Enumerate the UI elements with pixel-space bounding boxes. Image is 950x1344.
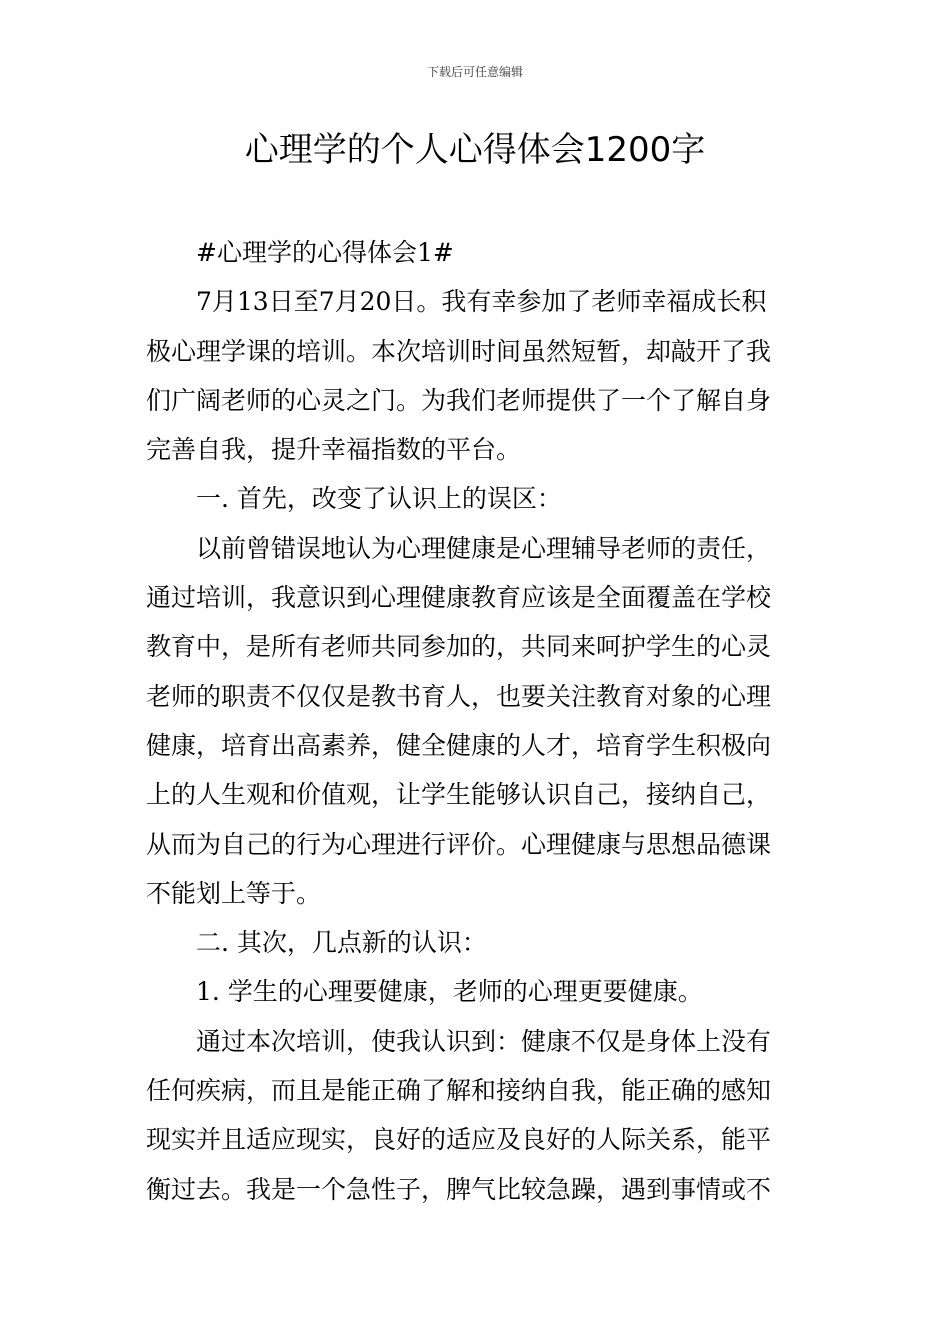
body-paragraph: 通过本次培训，使我认识到：健康不仅是身体上没有 任何疾病，而且是能正确了解和接纳自我，能正确的感知 现实并且适应现实，良好的适应及良好的人际关系，能平 衡过去。我是一个急性子，脾气比较急躁，遇到事情或不 (146, 1026, 772, 1204)
section-heading: #心理学的心得体会1# (196, 238, 454, 267)
body-paragraph: 以前曾错误地认为心理健康是心理辅导老师的责任， 通过培训，我意识到心理健康教育应该是全面覆盖在学校 教育中，是所有老师共同参加的，共同来呵护学生的心灵 老师的职责不仅仅是教书育人，也要关注教育对象的心理 健康，培育出高素养，健全健康的人才，培育学生积极向 上的人生观和价值观，让学生能够认识自己，接纳自己， 从而为自己的行为心理进行评价。心理健康与思想品德课 不能划上等于。 (146, 533, 772, 908)
document-body (146, 228, 810, 1214)
header-note: 下载后可任意编辑 (426, 65, 523, 79)
body-paragraph: 7月13日至7月20日。我有幸参加了老师幸福成长积 极心理学课的培训。本次培训时间虽然短暂，却敲开了我 们广阔老师的心灵之门。为我们老师提供了一个了解自身 完善自我，提升幸福指数的平台。 (146, 287, 772, 465)
section-heading: 一. 首先，改变了认识上的误区： (196, 484, 562, 514)
page-title: 心理学的个人心得体会1200字 (244, 130, 706, 170)
section-heading: 二. 其次，几点新的认识： (196, 928, 487, 958)
subsection-heading: 1. 学生的心理要健康，老师的心理更要健康。 (196, 977, 703, 1007)
